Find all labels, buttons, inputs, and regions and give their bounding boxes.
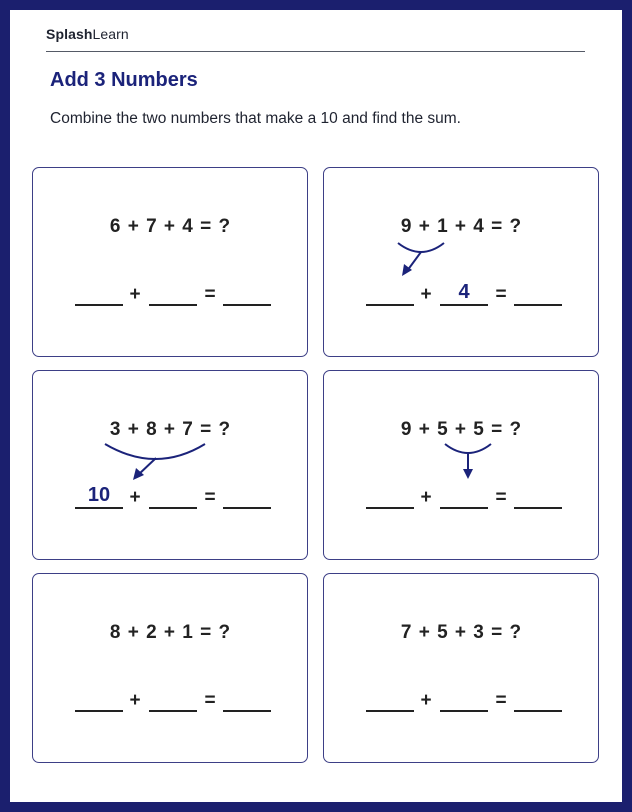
plus-sign: + <box>129 487 141 508</box>
combine-arrow-icon <box>324 371 600 561</box>
answer-blank-second[interactable] <box>440 710 488 712</box>
answer-blank-first[interactable] <box>75 304 123 306</box>
answer-blank-sum[interactable] <box>223 507 271 509</box>
answer-blank-second[interactable] <box>440 507 488 509</box>
combine-arrow-icon <box>33 371 309 561</box>
combine-arrow-icon <box>324 168 600 358</box>
problem-expression: 6 + 7 + 4 = ? <box>109 216 231 237</box>
answer-blank-first[interactable] <box>366 507 414 509</box>
answer-blank-sum[interactable] <box>223 710 271 712</box>
answer-blank-sum[interactable] <box>514 304 562 306</box>
answer-blank-first[interactable] <box>366 710 414 712</box>
problem-card-2 <box>323 167 599 357</box>
brand-logo <box>46 26 129 42</box>
page-title: Add 3 Numbers <box>50 69 198 91</box>
brand-splash: Splash <box>46 26 93 42</box>
answer-row <box>324 278 598 308</box>
answer-row <box>33 684 307 714</box>
problem-card-3 <box>32 370 308 560</box>
answer-blank-first[interactable] <box>75 484 123 509</box>
plus-sign: + <box>129 284 141 305</box>
equals-sign: = <box>204 487 216 508</box>
answer-row <box>33 481 307 511</box>
equals-sign: = <box>495 487 507 508</box>
problem-expression: 8 + 2 + 1 = ? <box>109 622 231 643</box>
blank-value: 10 <box>87 484 111 506</box>
blank-value: 4 <box>458 281 470 303</box>
answer-blank-second[interactable] <box>440 281 488 306</box>
equals-sign: = <box>204 690 216 711</box>
answer-blank-first[interactable] <box>75 710 123 712</box>
worksheet <box>10 10 622 802</box>
problem-expression: 7 + 5 + 3 = ? <box>400 622 522 643</box>
problem-card-6 <box>323 573 599 763</box>
brand-learn: Learn <box>92 26 129 42</box>
answer-row <box>324 481 598 511</box>
problem-expression: 9 + 5 + 5 = ? <box>400 419 522 440</box>
problem-card-4 <box>323 370 599 560</box>
equals-sign: = <box>495 284 507 305</box>
plus-sign: + <box>129 690 141 711</box>
answer-blank-sum[interactable] <box>514 710 562 712</box>
answer-row <box>324 684 598 714</box>
header-divider <box>46 51 585 52</box>
equals-sign: = <box>495 690 507 711</box>
answer-blank-sum[interactable] <box>223 304 271 306</box>
problem-expression: 3 + 8 + 7 = ? <box>109 419 231 440</box>
problem-card-1 <box>32 167 308 357</box>
plus-sign: + <box>420 487 432 508</box>
answer-blank-second[interactable] <box>149 710 197 712</box>
answer-blank-sum[interactable] <box>514 507 562 509</box>
plus-sign: + <box>420 690 432 711</box>
answer-blank-second[interactable] <box>149 507 197 509</box>
answer-blank-second[interactable] <box>149 304 197 306</box>
equals-sign: = <box>204 284 216 305</box>
instructions: Combine the two numbers that make a 10 and find the sum. <box>50 110 461 127</box>
answer-blank-first[interactable] <box>366 304 414 306</box>
answer-row <box>33 278 307 308</box>
problem-expression: 9 + 1 + 4 = ? <box>400 216 522 237</box>
plus-sign: + <box>420 284 432 305</box>
problem-card-5 <box>32 573 308 763</box>
